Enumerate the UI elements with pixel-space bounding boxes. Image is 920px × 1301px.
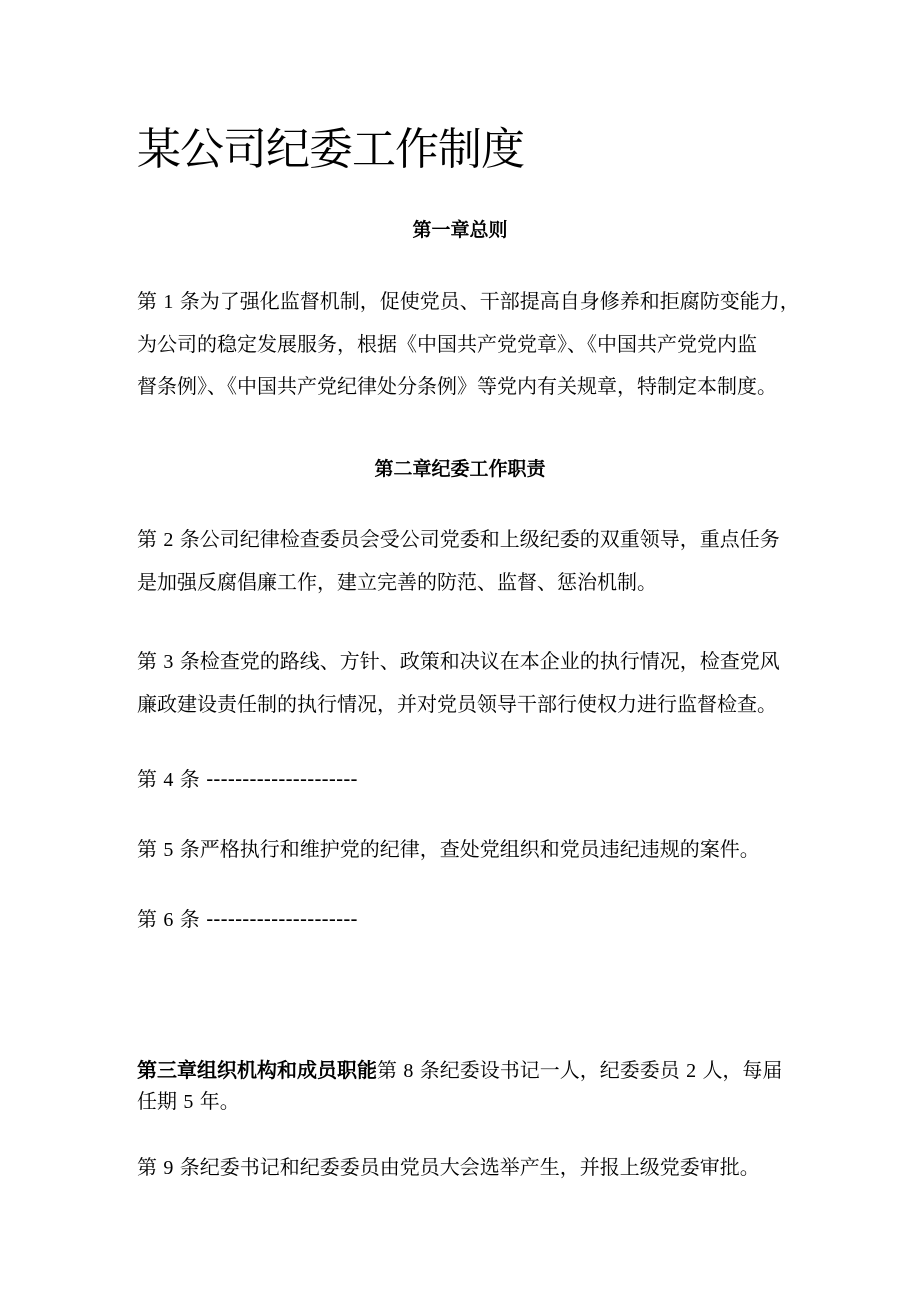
article-8-line-2: 任期 5 年。 — [137, 1089, 240, 1113]
chapter-3-with-article-8 — [137, 1055, 787, 1117]
article-5: 第 5 条严格执行和维护党的纪律，查处党组织和党员违纪违规的案件。 — [137, 837, 760, 861]
article-6: 第 6 条 --------------------- — [137, 907, 358, 931]
chapter-2-heading: 第二章纪委工作职责 — [374, 458, 546, 480]
article-2-line-1: 第 2 条公司纪律检查委员会受公司党委和上级纪委的双重领导，重点任务 — [137, 527, 780, 551]
chapter-1-heading: 第一章总则 — [412, 219, 508, 241]
article-9: 第 9 条纪委书记和纪委委员由党员大会选举产生，并报上级党委审批。 — [137, 1155, 760, 1179]
article-8-line-1: 第三章组织机构和成员职能第 8 条纪委设书记一人，纪委委员 2 人，每届 — [137, 1058, 783, 1082]
document-title: 某公司纪委工作制度 — [137, 124, 524, 175]
article-1-line-3: 督条例》、《中国共产党纪律处分条例》等党内有关规章，特制定本制度。 — [137, 374, 777, 398]
chapter-3-heading: 第三章组织机构和成员职能 — [137, 1058, 377, 1082]
article-3-line-1: 第 3 条检查党的路线、方针、政策和决议在本企业的执行情况，检查党风 — [137, 649, 780, 673]
article-1-line-2: 为公司的稳定发展服务，根据《中国共产党党章》、《中国共产党党内监 — [137, 332, 757, 356]
article-4: 第 4 条 --------------------- — [137, 767, 358, 791]
article-3 — [137, 640, 787, 725]
article-2-line-2: 是加强反腐倡廉工作，建立完善的防范、监督、惩治机制。 — [137, 570, 657, 594]
article-1-line-1: 第 1 条为了强化监督机制，促使党员、干部提高自身修养和拒腐防变能力， — [137, 289, 800, 313]
article-2 — [137, 518, 787, 603]
article-3-line-2: 廉政建设责任制的执行情况，并对党员领导干部行使权力进行监督检查。 — [137, 692, 777, 716]
article-1 — [137, 280, 800, 407]
